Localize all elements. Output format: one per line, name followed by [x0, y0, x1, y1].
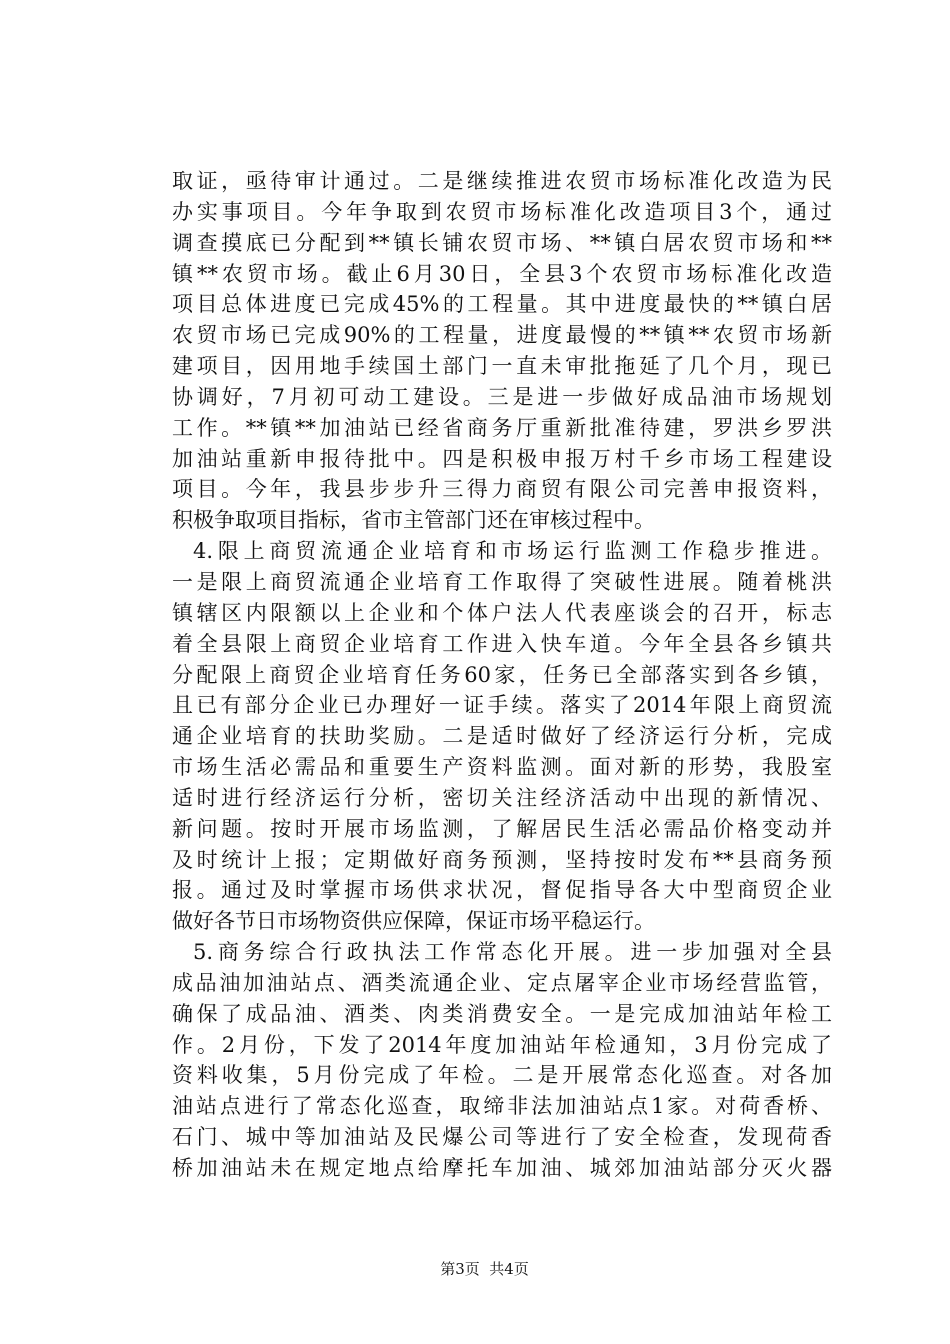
text-line: 工作。**镇**加油站已经省商务厅重新批准待建，罗洪乡罗洪 [172, 415, 832, 440]
text-line: 新问题。按时开展市场监测，了解居民生活必需品价格变动并 [172, 816, 832, 841]
text-line: 办实事项目。今年争取到农贸市场标准化改造项目3个，通过 [172, 199, 832, 224]
text-line: 作。2月份，下发了2014年度加油站年检通知，3月份完成了 [172, 1032, 832, 1057]
text-line: 镇**农贸市场。截止6月30日，全县3个农贸市场标准化改造 [172, 261, 832, 286]
section-heading-4: 4.限上商贸流通企业培育和市场运行监测工作稳步推进。 [193, 539, 832, 564]
text-line: 做好各节日市场物资供应保障，保证市场平稳运行。 [172, 909, 655, 934]
text-line: 农贸市场已完成90%的工程量，进度最慢的**镇**农贸市场新 [172, 323, 832, 348]
text-line: 分配限上商贸企业培育任务60家，任务已全部落实到各乡镇， [172, 662, 832, 687]
text-line: 着全县限上商贸企业培育工作进入快车道。今年全县各乡镇共 [172, 631, 832, 656]
text-line: 取证，亟待审计通过。二是继续推进农贸市场标准化改造为民 [172, 169, 832, 193]
text-line: 建项目，因用地手续国土部门一直未审批拖延了几个月，现已 [172, 354, 832, 379]
page-number-label: 第3页 共4页 [440, 1260, 529, 1278]
text-line: 成品油加油站点、酒类流通企业、定点屠宰企业市场经营监管， [172, 970, 832, 995]
text-line: 镇辖区内限额以上企业和个体户法人代表座谈会的召开，标志 [172, 600, 832, 625]
text-line: 适时进行经济运行分析，密切关注经济活动中出现的新情况、 [172, 785, 832, 810]
text-line: 积极争取项目指标，省市主管部门还在审核过程中。 [172, 508, 655, 533]
text-line: 协调好，7月初可动工建设。三是进一步做好成品油市场规划 [172, 384, 832, 409]
text-line: 油站点进行了常态化巡查，取缔非法加油站点1家。对荷香桥、 [172, 1094, 832, 1119]
page-footer [0, 1240, 950, 1297]
text-line: 且已有部分企业已办理好一证手续。落实了2014年限上商贸流 [172, 693, 832, 718]
text-line: 项目。今年，我县步步升三得力商贸有限公司完善申报资料， [172, 477, 832, 502]
body-text [172, 166, 832, 1184]
text-line: 桥加油站未在规定地点给摩托车加油、城郊加油站部分灭火器 [172, 1156, 832, 1180]
text-line: 石门、城中等加油站及民爆公司等进行了安全检查，发现荷香 [172, 1125, 832, 1150]
text-line: 及时统计上报；定期做好商务预测，坚持按时发布**县商务预 [172, 847, 832, 872]
text-line: 报。通过及时掌握市场供求状况，督促指导各大中型商贸企业 [172, 878, 832, 903]
text-line: 加油站重新申报待批中。四是积极申报万村千乡市场工程建设 [172, 446, 832, 471]
section-heading-5: 5.商务综合行政执法工作常态化开展。进一步加强对全县 [193, 940, 832, 965]
text-line: 调查摸底已分配到**镇长铺农贸市场、**镇白居农贸市场和** [172, 230, 832, 255]
text-line: 一是限上商贸流通企业培育工作取得了突破性进展。随着桃洪 [172, 569, 832, 594]
text-line: 项目总体进度已完成45%的工程量。其中进度最快的**镇白居 [172, 292, 832, 317]
text-line: 确保了成品油、酒类、肉类消费安全。一是完成加油站年检工 [172, 1001, 832, 1026]
text-line: 资料收集，5月份完成了年检。二是开展常态化巡查。对各加 [172, 1063, 832, 1088]
text-line: 市场生活必需品和重要生产资料监测。面对新的形势，我股室 [172, 755, 832, 780]
text-line: 通企业培育的扶助奖励。二是适时做好了经济运行分析，完成 [172, 724, 832, 749]
